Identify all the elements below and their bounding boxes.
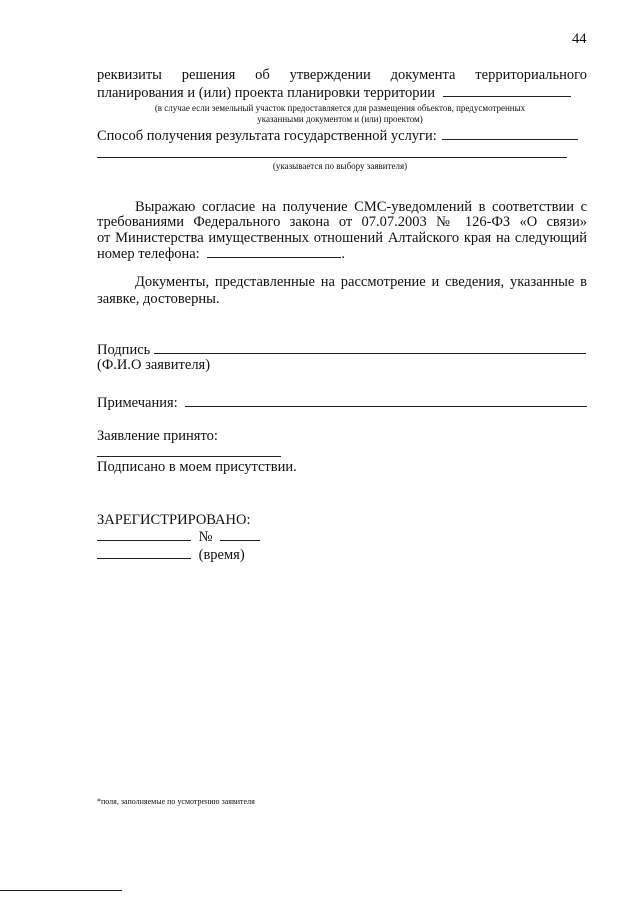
method-note: (указывается по выбору заявителя) (272, 161, 408, 171)
phone-period: . (341, 246, 345, 262)
requisites-note-line-1: (в случае если земельный участок предоставляется для размещения объектов, предусмотренных (154, 103, 526, 113)
bottom-rule (0, 890, 122, 891)
applicant-fio-label: (Ф.И.О заявителя) (97, 357, 211, 373)
accepted-label: Заявление принято: (97, 428, 218, 444)
phone-field[interactable] (207, 245, 341, 258)
number-sign: № (198, 529, 213, 545)
notes-line (97, 394, 587, 412)
method-label: Способ получения результата государственной услуги: (97, 128, 437, 144)
requisites-line-1: реквизиты решения об утверждении документа территориального (97, 67, 587, 83)
sms-consent-line-2: требованиями Федерального закона от 07.07.2003 № 126-ФЗ «О связи» (97, 214, 587, 230)
registration-number-field[interactable] (220, 528, 260, 541)
docs-line-2: заявке, достоверны. (97, 291, 220, 307)
time-label: (время) (198, 547, 245, 563)
accepted-signature-field[interactable] (97, 456, 281, 457)
sms-consent-line-3: от Министерства имущественных отношений Алтайского края на следующий (97, 230, 587, 246)
requisites-note-line-2: указанными документом и (или) проектом) (257, 114, 423, 124)
notes-field[interactable] (185, 394, 587, 407)
registration-number-line (97, 528, 260, 546)
requisites-line-2 (97, 84, 571, 102)
phone-label: номер телефона: (97, 246, 200, 262)
method-field-line-2[interactable] (97, 157, 567, 158)
page-number: 44 (572, 31, 587, 47)
sms-consent-line-1: Выражаю согласие на получение СМС-уведомлений в соответствии с (135, 199, 587, 215)
registration-date-field[interactable] (97, 528, 191, 541)
signed-in-presence: Подписано в моем присутствии. (97, 459, 297, 475)
registered-title: ЗАРЕГИСТРИРОВАНО: (97, 512, 251, 528)
method-field[interactable] (442, 127, 578, 140)
notes-label: Примечания: (97, 395, 178, 411)
registration-time-line (97, 546, 245, 564)
signature-label: Подпись (97, 342, 151, 358)
docs-line-1: Документы, представленные на рассмотрение и сведения, указанные в (135, 274, 587, 290)
footnote: *поля, заполняемые по усмотрению заявителя (97, 797, 255, 806)
signature-field[interactable] (154, 341, 586, 354)
registration-time-field[interactable] (97, 546, 191, 559)
territory-planning-field[interactable] (443, 84, 571, 97)
requisites-line-2-text: планирования и (или) проекта планировки территории (97, 85, 436, 101)
sms-consent-line-4 (97, 245, 345, 263)
method-line (97, 127, 578, 145)
